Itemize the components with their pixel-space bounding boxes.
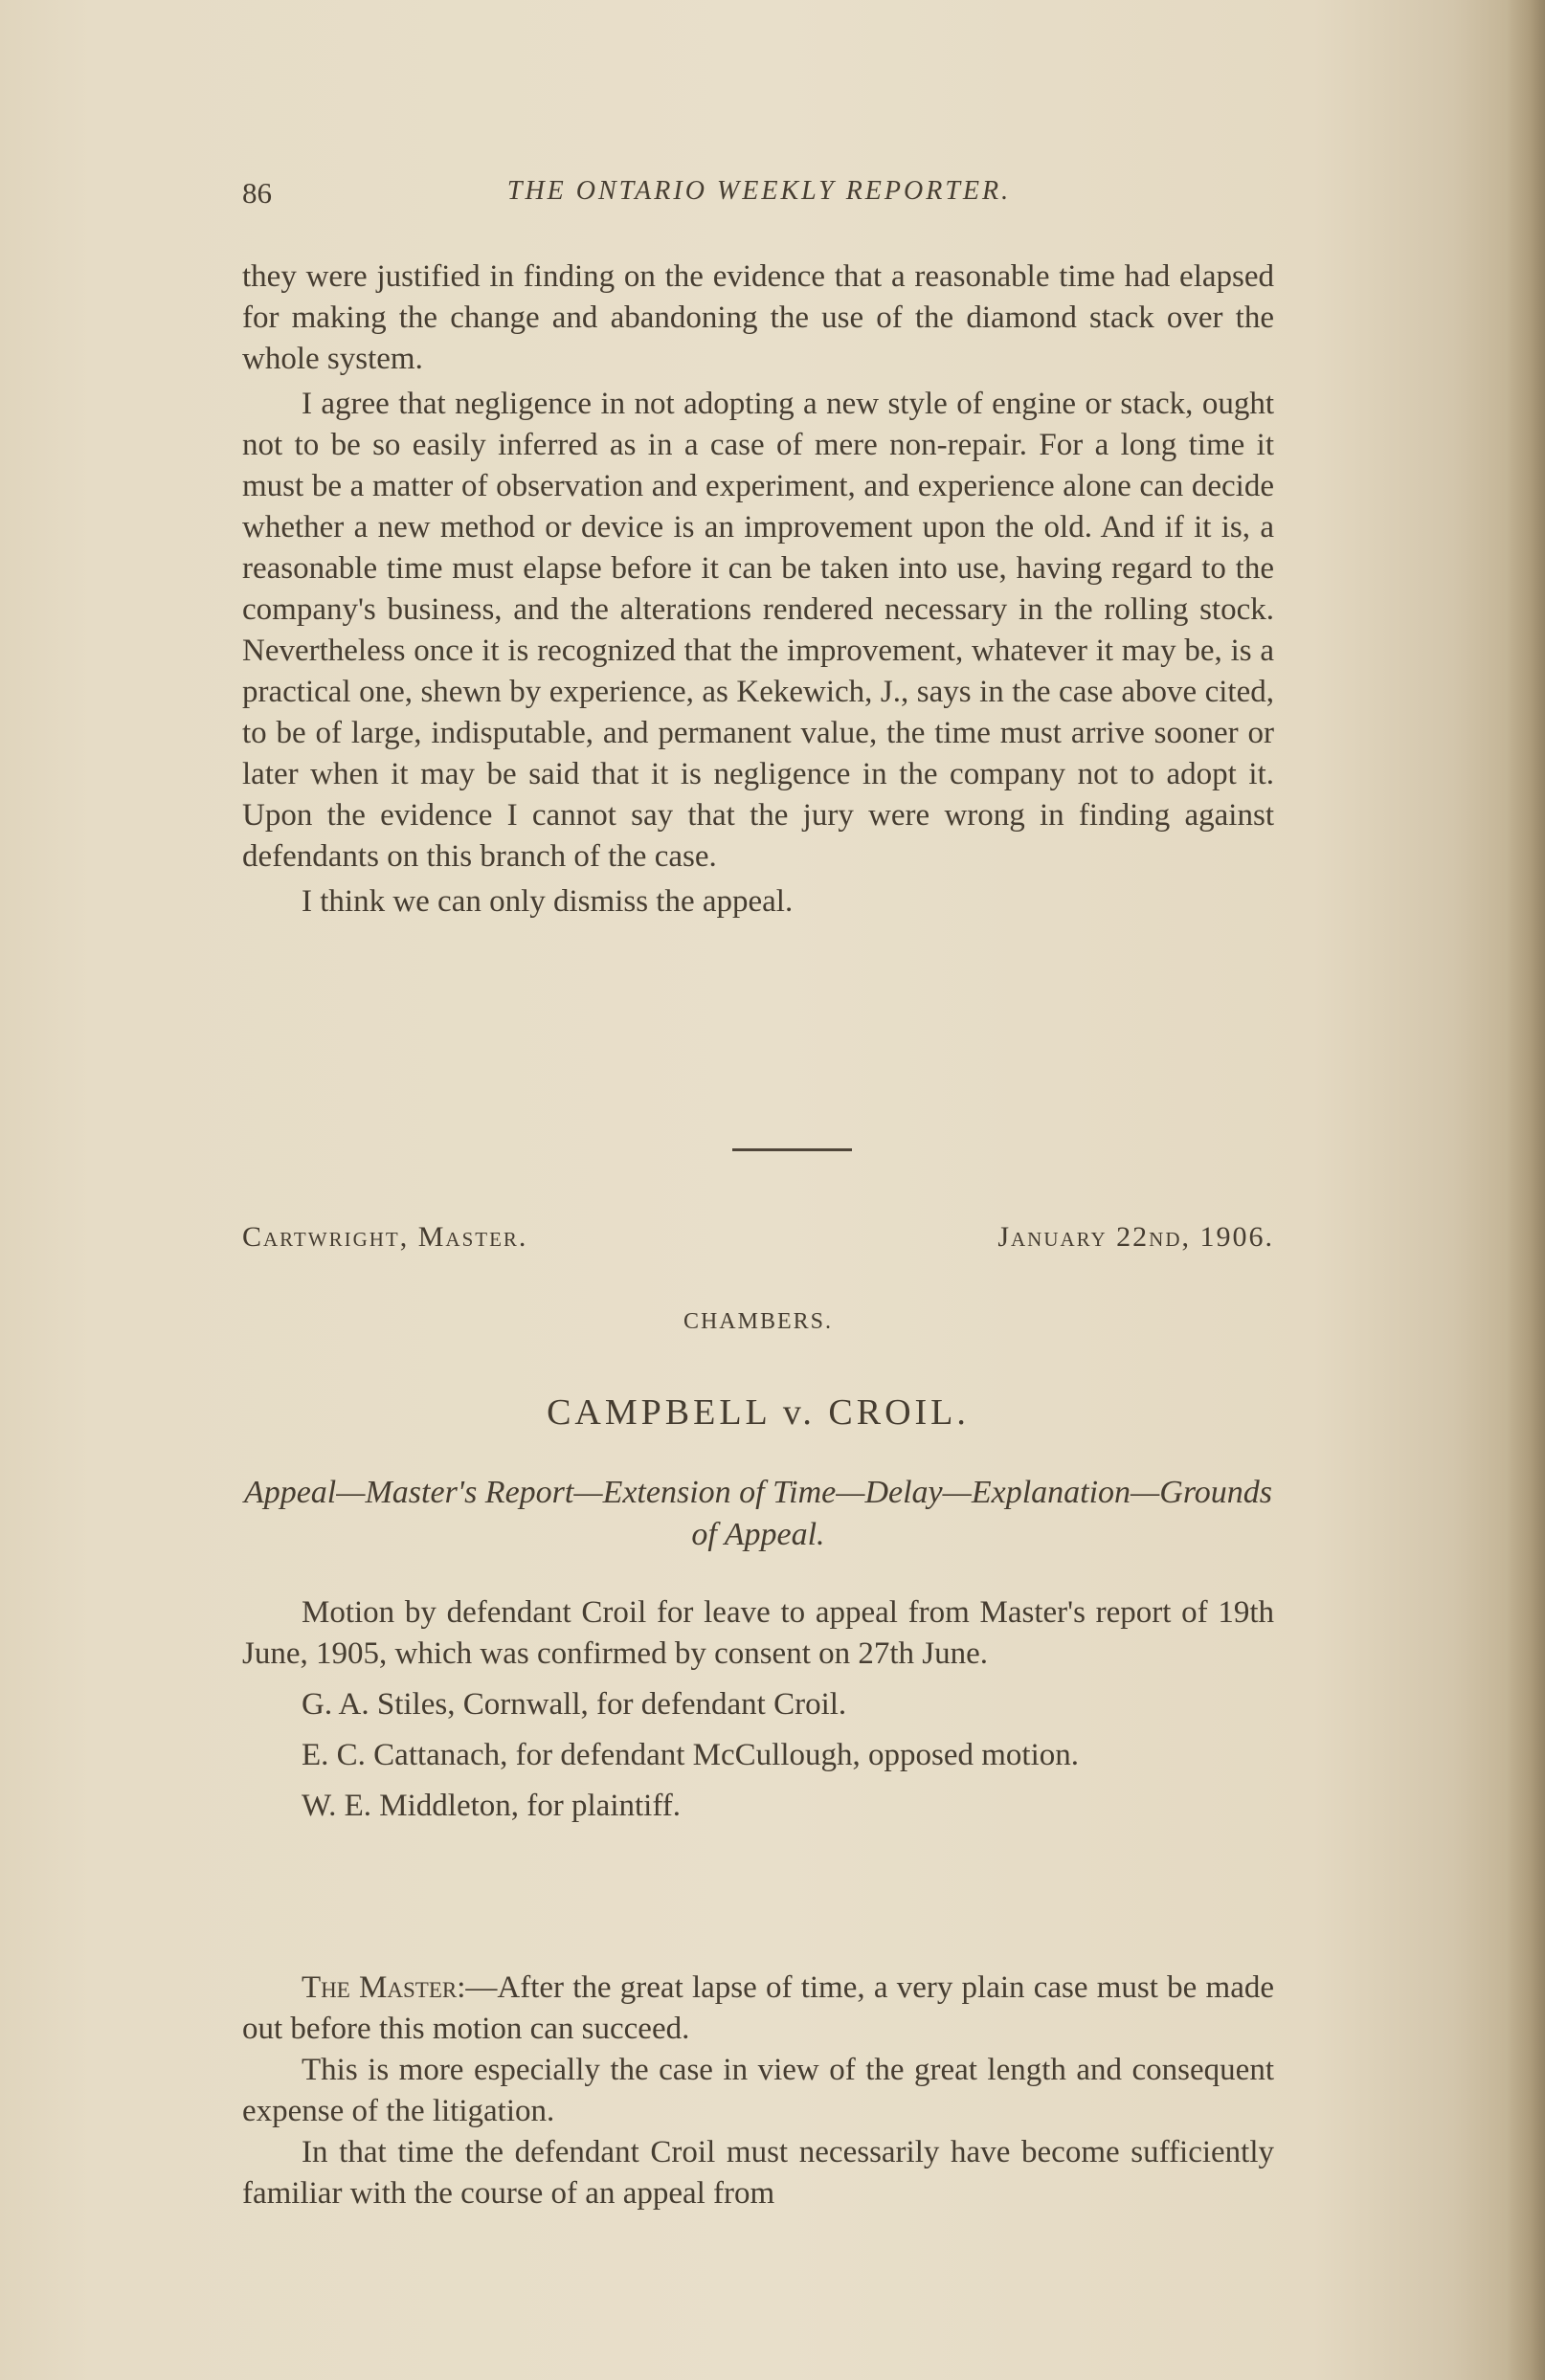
judgment-speaker: The Master <box>302 1970 458 2005</box>
judgment-paragraph: In that time the defendant Croil must necessarily have become sufficiently familiar with the course of an appeal from <box>242 2135 1274 2211</box>
opinion-paragraph: they were justified in finding on the evidence that a reasonable time had elapsed for making the change and abandoning the use of the diamond stack over the whole system. <box>242 259 1274 376</box>
counsel-line: G. A. Stiles, Cornwall, for defendant Croil. <box>302 1687 847 1722</box>
court-name: CHAMBERS. <box>683 1309 834 1334</box>
counsel-line: W. E. Middleton, for plaintiff. <box>302 1789 681 1823</box>
opinion-continuation <box>242 256 1274 923</box>
opinion-paragraph: I agree that negligence in not adopting a new style of engine or stack, ought not to be so easily inferred as in a case of mere non-repair. For a long time it must be a matter of observation and experiment, and experience alone can decide whether a new method or device is an improvement upon the old. And if it is, a reasonable time must elapse before it can be taken into use, having regard to the company's business, and the alterations rendered necessary in the rolling stock. Nevertheless once it is recognized that the improvement, whatever it may be, is a practical one, shewn by experience, as Kekewich, J., says in the case above cited, to be of large, indisputable, and permanent value, the time must arrive sooner or later when it may be said that it is negligence in the company not to adopt it. Upon the evidence I cannot say that the jury were wrong in finding against defendants on this branch of the case. <box>242 387 1274 874</box>
motion-paragraph: Motion by defendant Croil for leave to appeal from Master's report of 19th June, 1905, which was confirmed by consent on 27th June. <box>242 1595 1274 1671</box>
case-proceedings <box>242 1592 1274 1827</box>
judgment-opening: :—After the great lapse of time, a very plain case must be made out before this motion can succeed. <box>242 1970 1274 2046</box>
case-judge: Cartwright, Master. <box>242 1221 528 1253</box>
case-meta <box>242 1221 1274 1259</box>
page-number: 86 <box>242 176 272 210</box>
judgment-paragraph <box>242 1968 1274 2050</box>
judgment-text <box>242 1968 1274 2214</box>
opinion-paragraph: I think we can only dismiss the appeal. <box>302 884 794 919</box>
page-edge-shadow <box>1507 0 1545 2380</box>
case-date: January 22nd, 1906. <box>997 1221 1274 1253</box>
case-title: CAMPBELL v. CROIL. <box>547 1392 970 1433</box>
counsel-line: E. C. Cattanach, for defendant McCullough, opposed motion. <box>302 1738 1080 1772</box>
section-divider <box>732 1148 852 1151</box>
journal-title: THE ONTARIO WEEKLY REPORTER. <box>506 176 1012 206</box>
judgment-paragraph: This is more especially the case in view of the great length and consequent expense of the litigation. <box>242 2053 1274 2128</box>
case-headnote: Appeal—Master's Report—Extension of Time—Delay—Explanation—Grounds of Appeal. <box>243 1475 1273 1552</box>
running-head <box>242 176 1276 222</box>
